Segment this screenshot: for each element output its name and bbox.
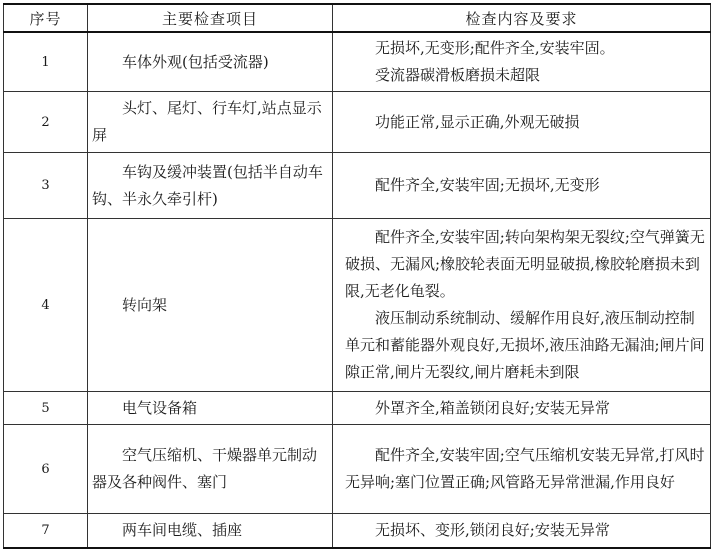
table-row (4, 32, 711, 92)
table-row (4, 92, 711, 153)
row-number: 4 (4, 219, 88, 392)
table-row (4, 392, 711, 425)
requirement-text: 外罩齐全,箱盖锁闭良好;安装无异常 (375, 398, 610, 417)
requirement-text: 功能正常,显示正确,外观无破损 (375, 112, 580, 131)
requirement-text: 无损坏、变形,锁闭良好;安装无异常 (375, 521, 610, 539)
row-requirements (333, 219, 711, 392)
row-number: 2 (4, 92, 88, 153)
row-requirements (333, 425, 711, 514)
row-requirements (333, 153, 711, 219)
table-row (4, 153, 711, 219)
row-requirements (333, 514, 711, 549)
requirement-text: 无损坏,无变形;配件齐全,安装牢固。 (375, 39, 615, 57)
row-requirements (333, 92, 711, 153)
row-item: 电气设备箱 (88, 392, 333, 425)
row-number: 3 (4, 153, 88, 219)
row-requirements (333, 392, 711, 425)
header-number: 序号 (4, 4, 88, 32)
row-requirements (333, 32, 711, 92)
requirement-text: 液压制动系统制动、缓解作用良好,液压制动控制单元和蓄能器外观良好,无损坏,液压油路无漏油;闸片间隙正常,闸片无裂纹,闸片磨耗未到限 (345, 309, 705, 381)
row-number: 6 (4, 425, 88, 514)
inspection-table (3, 3, 711, 549)
row-item: 车体外观(包括受流器) (88, 32, 333, 92)
table-row (4, 514, 711, 549)
requirement-text: 配件齐全,安装牢固;转向架构架无裂纹;空气弹簧无破损、无漏风;橡胶轮表面无明显破损,橡胶轮磨损未到限,无老化龟裂。 (345, 228, 705, 300)
table-header-row (4, 4, 711, 32)
header-item: 主要检查项目 (88, 4, 333, 32)
requirement-text: 受流器碳滑板磨损未超限 (375, 66, 541, 84)
row-item: 两车间电缆、插座 (88, 514, 333, 549)
row-number: 5 (4, 392, 88, 425)
row-item: 头灯、尾灯、行车灯,站点显示屏 (88, 92, 333, 153)
row-number: 7 (4, 514, 88, 549)
requirement-text: 配件齐全,安装牢固;无损坏,无变形 (375, 176, 600, 194)
requirement-text: 配件齐全,安装牢固;空气压缩机安装无异常,打风时无异响;塞门位置正确;风管路无异常泄漏,作用良好 (345, 446, 705, 491)
row-item: 车钩及缓冲装置(包括半自动车钩、半永久牵引杆) (88, 153, 333, 219)
row-item: 转向架 (88, 219, 333, 392)
header-requirements: 检查内容及要求 (333, 4, 711, 32)
table-row (4, 219, 711, 392)
row-item: 空气压缩机、干燥器单元制动器及各种阀件、塞门 (88, 425, 333, 514)
row-number: 1 (4, 32, 88, 92)
table-row (4, 425, 711, 514)
